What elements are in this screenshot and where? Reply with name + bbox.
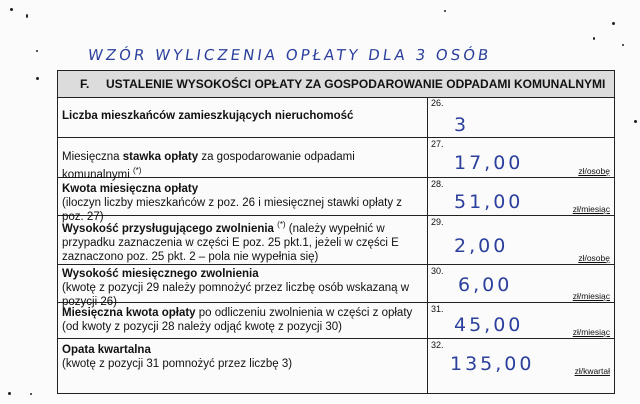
row-label-bold: Liczba mieszkańców zamieszkujących nieruchomość [62, 110, 354, 122]
field-value: 6,00 [458, 274, 513, 296]
unit-label: zł/kwartał [574, 366, 610, 376]
scan-speck [36, 77, 39, 80]
value-cell[interactable] [428, 97, 614, 137]
unit-label: zł/osobę [578, 166, 610, 176]
row-label-bold: Kwota miesięczna opłaty [62, 183, 199, 195]
value-cell[interactable] [428, 216, 614, 264]
scan-speck [622, 44, 624, 46]
asterisk-note: (*) [132, 166, 142, 175]
asterisk-note: (*) [277, 220, 286, 229]
section-title: USTALENIE WYSOKOŚCI OPŁATY ZA GOSPODAROWANIE ODPADAMI KOMUNALNYMI [106, 77, 606, 91]
row-label [58, 265, 428, 308]
value-cell[interactable] [428, 178, 614, 215]
row-label-note: (iloczyn liczby mieszkańców z poz. 26 i miesięcznej stawki opłaty z poz. 27) [62, 197, 403, 223]
scan-speck [30, 393, 32, 395]
row-label [58, 216, 428, 264]
row-label-text: (należy wypełnić w przypadku zaznaczenia w części E poz. 25 pkt.1, jeżeli w części E zaznaczono poz. 25 pkt. 2 – pola nie wypełnia się) [62, 222, 399, 263]
row-label-bold: Opata kwartalna [62, 344, 151, 356]
value-cell[interactable] [428, 339, 614, 394]
section-header [58, 71, 614, 98]
row-label-bold: Wysokość miesięcznego zwolnienia [62, 268, 259, 280]
value-cell[interactable] [428, 303, 614, 338]
form-row-27 [58, 138, 614, 181]
field-number: 26. [431, 98, 444, 108]
section-letter: F. [80, 77, 90, 91]
field-value: 2,00 [454, 235, 509, 257]
row-label-note: (kwotę z pozycji 31 pomnożyć przez liczbę 3) [62, 358, 293, 370]
unit-label: zł/miesiąc [572, 204, 610, 214]
value-cell[interactable] [428, 138, 614, 177]
field-number: 28. [431, 179, 444, 189]
form-row-31 [58, 303, 614, 339]
row-label [58, 303, 428, 338]
handwritten-title: WZÓR WYLICZENIA OPŁATY DLA 3 OSÓB [86, 46, 493, 64]
form-row-32 [58, 339, 614, 394]
scan-speck [612, 22, 615, 25]
unit-label: zł/osobę [578, 253, 610, 263]
scan-speck [444, 10, 446, 12]
field-number: 27. [431, 139, 444, 149]
scan-speck [10, 8, 13, 11]
field-value: 51,00 [454, 191, 524, 213]
field-value: 3 [454, 114, 470, 136]
row-label [58, 97, 428, 137]
value-cell[interactable] [428, 265, 614, 302]
row-label-note: (od kwoty z pozycji 28 należy odjąć kwotę z pozycji 30) [62, 321, 342, 333]
form-row-30 [58, 265, 614, 308]
row-label [58, 138, 428, 181]
row-label-bold: stawka opłaty [122, 151, 199, 163]
scan-speck [593, 37, 595, 40]
field-value: 17,00 [454, 152, 524, 174]
row-label-text: po odliczeniu zwolnienia w części z opłaty [195, 307, 413, 319]
row-label-bold: Miesięczna kwota opłaty [62, 307, 196, 319]
row-label [58, 339, 428, 394]
unit-label: zł/miesiąc [572, 291, 610, 301]
unit-label: zł/miesiąc [572, 327, 610, 337]
form-row-29 [58, 216, 614, 265]
field-number: 32. [431, 340, 444, 350]
field-number: 30. [431, 266, 444, 276]
fee-form-section [57, 70, 615, 394]
row-label-bold: Wysokość przysługującego zwolnienia [62, 222, 274, 235]
field-number: 31. [431, 304, 444, 314]
field-value: 135,00 [450, 353, 535, 375]
scan-speck [634, 120, 637, 123]
field-number: 29. [431, 217, 444, 227]
row-label [58, 178, 428, 223]
scan-speck [36, 50, 38, 52]
row-label-note: (kwotę z pozycji 29 należy pomnożyć przez liczbę osób wskazaną w pozycji 26) [62, 282, 410, 308]
field-value: 45,00 [454, 314, 524, 336]
scan-speck [8, 392, 11, 395]
row-label-text: Miesięczna [62, 151, 123, 163]
row-label-text: za gospodarowanie odpadami komunalnymi [62, 151, 355, 181]
scan-speck [26, 14, 28, 18]
form-row-26 [58, 97, 614, 138]
